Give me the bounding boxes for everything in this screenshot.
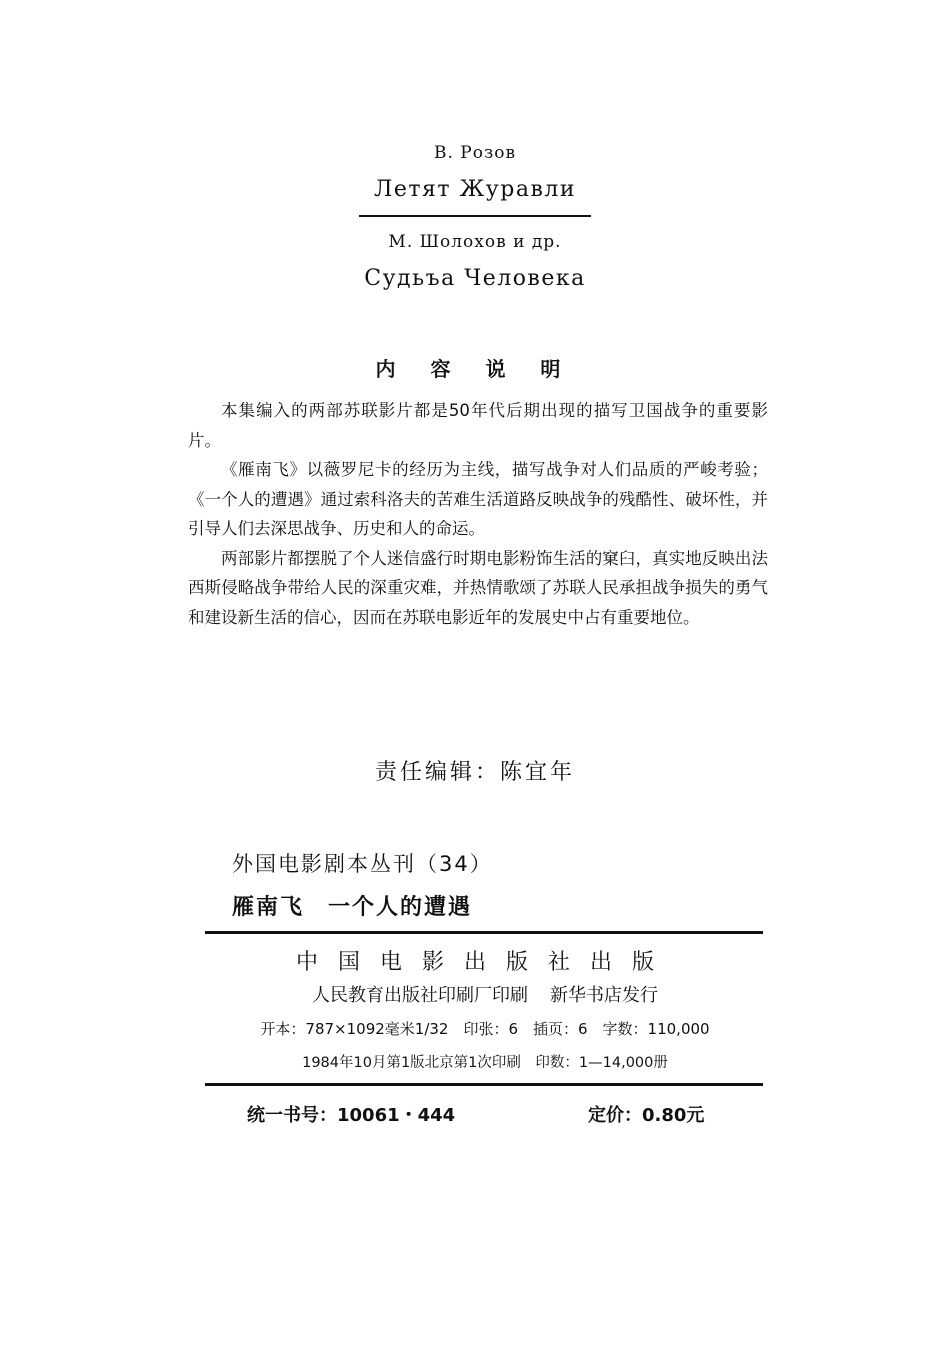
colophon-top-rule bbox=[205, 931, 763, 934]
colophon-bottom-rule bbox=[205, 1083, 763, 1086]
series-title: 外国电影剧本丛刊（34） bbox=[232, 852, 493, 876]
price: 定价：0.80元 bbox=[588, 1105, 705, 1126]
distributor: 新华书店发行 bbox=[550, 985, 658, 1006]
summary-paragraph: 两部影片都摆脱了个人迷信盛行时期电影粉饰生活的窠臼，真实地反映出法西斯侵略战争带给人民的深重灾难，并热情歌颂了苏联人民承担战争损失的勇气和建设新生活的信心，因而在苏联电影近年的发展史中占有重要地位。 bbox=[188, 548, 768, 627]
responsible-editor: 责任编辑：陈宜年 bbox=[374, 760, 575, 785]
title-2: Судьъа Человека bbox=[364, 266, 586, 291]
publisher: 中国电影出版社出版 bbox=[295, 950, 674, 975]
edition-info: 1984年10月第1版北京第1次印刷 印数：1—14,000册 bbox=[302, 1055, 668, 1071]
book-title: 雁南飞 一个人的遭遇 bbox=[232, 895, 473, 920]
author-2: М. Шолохов и др. bbox=[388, 232, 562, 252]
summary-text bbox=[188, 396, 768, 632]
summary-paragraph: 本集编入的两部苏联影片都是50年代后期出现的描写卫国战争的重要影片。 bbox=[188, 401, 768, 450]
author-1: В. Розов bbox=[433, 143, 517, 163]
summary-heading: 内 容 说 明 bbox=[375, 357, 575, 381]
printer: 人民教育出版社印刷厂印刷 bbox=[312, 985, 528, 1006]
summary-paragraph: 《雁南飞》以薇罗尼卡的经历为主线，描写战争对人们品质的严峻考验；《一个人的遭遇》通过索科洛夫的苦难生活道路反映战争的残酷性、破坏性，并引导人们去深思战争、历史和人的命运。 bbox=[188, 460, 768, 538]
title-1: Летят Журавли bbox=[374, 177, 576, 202]
isbn: 统一书号：10061・444 bbox=[247, 1105, 456, 1126]
printer-line bbox=[205, 981, 765, 1007]
specs: 开本：787×1092毫米1/32 印张：6 插页：6 字数：110,000 bbox=[260, 1020, 710, 1038]
divider bbox=[359, 215, 591, 217]
